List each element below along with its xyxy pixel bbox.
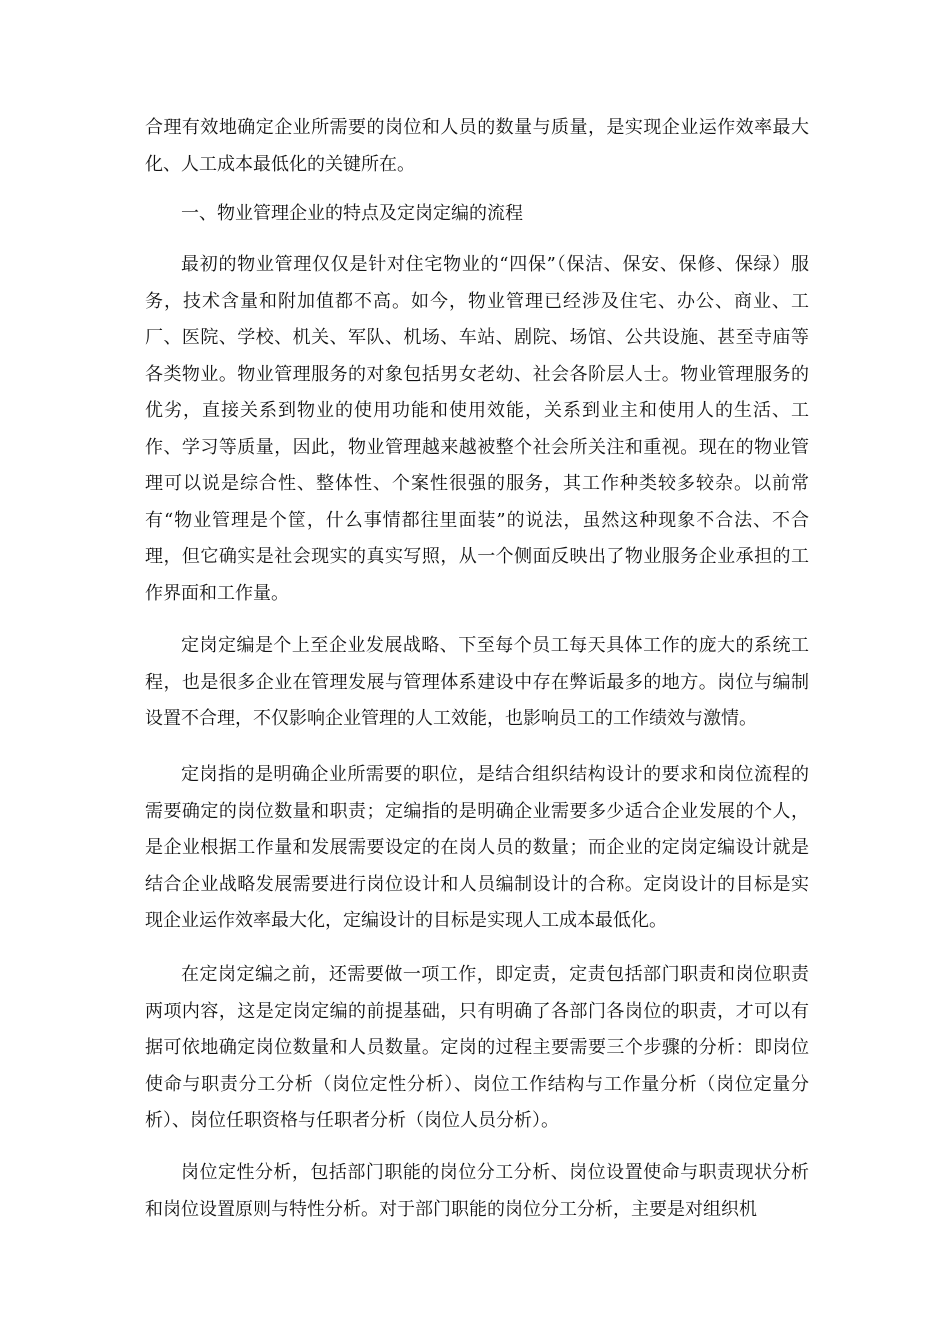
paragraph-intro: 合理有效地确定企业所需要的岗位和人员的数量与质量，是实现企业运作效率最大化、人工成本最低化的关键所在。 xyxy=(145,117,809,175)
paragraph-post-staffing: 定岗定编是个上至企业发展战略、下至每个员工每天具体工作的庞大的系统工程，也是很多企业在管理发展与管理体系建设中存在弊诟最多的地方。岗位与编制设置不合理，不仅影响企业管理的人工效能，也影响员工的工作绩效与激情。 xyxy=(145,635,809,729)
paragraph-responsibility: 在定岗定编之前，还需要做一项工作，即定责，定责包括部门职责和岗位职责两项内容，这是定岗定编的前提基础，只有明确了各部门各岗位的职责，才可以有据可依地确定岗位数量和人员数量。定岗的过程主要需要三个步骤的分析：即岗位使命与职责分工分析（岗位定性分析）、岗位工作结构与工作量分析（岗位定量分析）、岗位任职资格与任职者分析（岗位人员分析）。 xyxy=(145,964,809,1131)
section-heading: 一、物业管理企业的特点及定岗定编的流程 xyxy=(181,203,523,224)
paragraph-definitions: 定岗指的是明确企业所需要的职位，是结合组织结构设计的要求和岗位流程的需要确定的岗位数量和职责；定编指的是明确企业需要多少适合企业发展的个人，是企业根据工作量和发展需要设定的在岗人员的数量；而企业的定岗定编设计就是结合企业战略发展需要进行岗位设计和人员编制设计的合称。定岗设计的目标是实现企业运作效率最大化，定编设计的目标是实现人工成本最低化。 xyxy=(145,764,809,931)
paragraph-property-management: 最初的物业管理仅仅是针对住宅物业的“四保”（保洁、保安、保修、保绿）服务，技术含量和附加值都不高。如今，物业管理已经涉及住宅、办公、商业、工厂、医院、学校、机关、军队、机场、车站、剧院、场馆、公共设施、甚至寺庙等各类物业。物业管理服务的对象包括男女老幼、社会各阶层人士。物业管理服务的优劣，直接关系到物业的使用功能和使用效能，关系到业主和使用人的生活、工作、学习等质量，因此，物业管理越来越被整个社会所关注和重视。现在的物业管理可以说是综合性、整体性、个案性很强的服务，其工作种类较多较杂。以前常有“物业管理是个筐，什么事情都往里面装”的说法，虽然这种现象不合法、不合理，但它确实是社会现实的真实写照，从一个侧面反映出了物业服务企业承担的工作界面和工作量。 xyxy=(145,254,809,604)
paragraph-qualitative-analysis: 岗位定性分析，包括部门职能的岗位分工分析、岗位设置使命与职责现状分析和岗位设置原则与特性分析。对于部门职能的岗位分工分析，主要是对组织机 xyxy=(145,1162,809,1220)
